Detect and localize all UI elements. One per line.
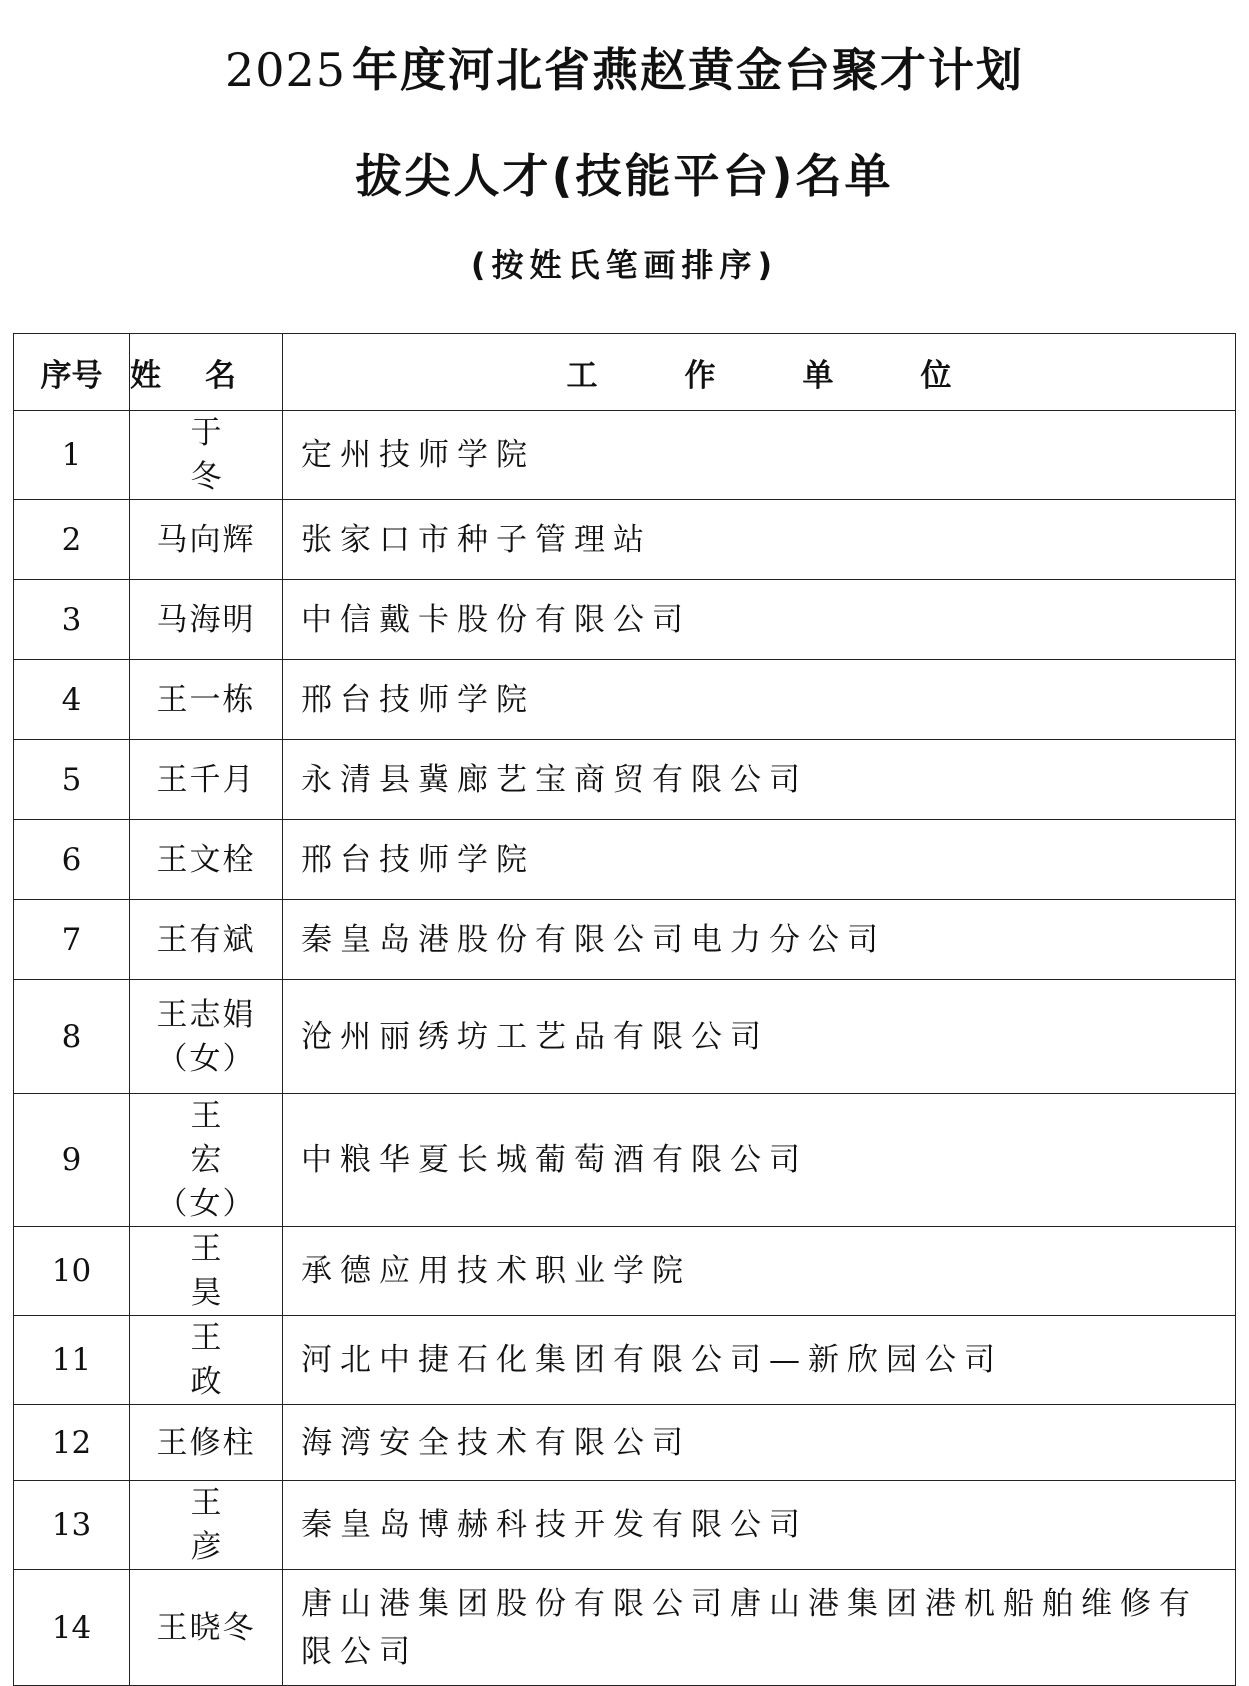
row-number: 2	[14, 500, 130, 580]
row-work-unit: 海湾安全技术有限公司	[283, 1405, 1236, 1481]
row-name-cell	[130, 1570, 283, 1686]
row-work-unit: 中信戴卡股份有限公司	[283, 580, 1236, 660]
table-row	[14, 900, 1236, 980]
table-row	[14, 740, 1236, 820]
table-header-row	[14, 334, 1236, 411]
table-row	[14, 580, 1236, 660]
row-name-cell	[130, 980, 283, 1094]
row-work-unit: 中粮华夏长城葡萄酒有限公司	[283, 1094, 1236, 1227]
row-number: 1	[14, 411, 130, 500]
person-name: 王政	[190, 1320, 268, 1400]
row-number: 13	[14, 1481, 130, 1570]
row-name-cell	[130, 820, 283, 900]
person-name: 王千月	[156, 761, 256, 798]
gender-note: （女）	[156, 1186, 256, 1222]
row-work-unit: 定州技师学院	[283, 411, 1236, 500]
row-work-unit: 邢台技师学院	[283, 660, 1236, 740]
header-unit-char-2: 作	[684, 357, 716, 394]
row-work-unit: 承德应用技术职业学院	[283, 1227, 1236, 1316]
header-unit-char-1: 工	[566, 357, 598, 394]
person-name: 王志娟	[156, 996, 256, 1033]
header-unit-char-4: 位	[920, 357, 952, 394]
person-name: 马海明	[156, 601, 256, 638]
row-number: 7	[14, 900, 130, 980]
row-work-unit: 张家口市种子管理站	[283, 500, 1236, 580]
row-work-unit: 邢台技师学院	[283, 820, 1236, 900]
row-name-cell	[130, 660, 283, 740]
row-number: 11	[14, 1316, 130, 1405]
title-text-1: 年度河北省燕赵黄金台聚才计划	[352, 43, 1025, 97]
row-work-unit: 秦皇岛港股份有限公司电力分公司	[283, 900, 1236, 980]
person-name: 王晓冬	[156, 1609, 256, 1646]
row-name-cell	[130, 1094, 283, 1227]
header-name-char-1: 姓	[130, 357, 161, 394]
row-number: 5	[14, 740, 130, 820]
table-row	[14, 1405, 1236, 1481]
row-number: 6	[14, 820, 130, 900]
table-row	[14, 1481, 1236, 1570]
row-number: 14	[14, 1570, 130, 1686]
person-name: 王有斌	[156, 921, 256, 958]
row-name-cell	[130, 1405, 283, 1481]
row-number: 12	[14, 1405, 130, 1481]
table-row	[14, 411, 1236, 500]
row-number: 3	[14, 580, 130, 660]
document-subtitle: (按姓氏笔画排序)	[470, 246, 779, 284]
row-name-cell	[130, 580, 283, 660]
row-name-cell	[130, 900, 283, 980]
person-name: 王一栋	[156, 681, 256, 718]
table-row	[14, 660, 1236, 740]
row-name-cell	[130, 1481, 283, 1570]
table-row	[14, 980, 1236, 1094]
person-name: 马向辉	[156, 521, 256, 558]
table-row	[14, 1570, 1236, 1686]
row-name-cell	[130, 411, 283, 500]
row-name-cell	[130, 500, 283, 580]
table-row	[14, 1094, 1236, 1227]
talent-list-table	[13, 333, 1236, 1686]
row-number: 8	[14, 980, 130, 1094]
row-name-cell	[130, 1227, 283, 1316]
header-unit-char-3: 单	[802, 357, 834, 394]
person-name: 王宏	[190, 1098, 268, 1178]
table-row	[14, 500, 1236, 580]
person-name: 王昊	[190, 1231, 268, 1311]
title-year: 2025	[224, 43, 347, 97]
row-number: 9	[14, 1094, 130, 1227]
document-title-line-1	[0, 40, 1249, 100]
row-number: 10	[14, 1227, 130, 1316]
row-name-cell	[130, 1316, 283, 1405]
row-name-cell	[130, 740, 283, 820]
header-name	[130, 334, 283, 411]
table-row	[14, 820, 1236, 900]
person-name: 王修柱	[156, 1424, 256, 1461]
header-number: 序号	[14, 334, 130, 411]
document-title-line-2: 拔尖人才(技能平台)名单	[355, 149, 894, 203]
header-work-unit	[283, 334, 1236, 411]
person-name: 王彦	[190, 1485, 268, 1565]
row-work-unit: 唐山港集团股份有限公司唐山港集团港机船舶维修有限公司	[283, 1570, 1236, 1686]
person-name: 于冬	[190, 415, 268, 495]
gender-note: （女）	[156, 1040, 256, 1077]
row-work-unit: 永清县冀廊艺宝商贸有限公司	[283, 740, 1236, 820]
table-row	[14, 1227, 1236, 1316]
row-work-unit: 沧州丽绣坊工艺品有限公司	[283, 980, 1236, 1094]
header-name-char-2: 名	[205, 357, 236, 394]
row-work-unit: 河北中捷石化集团有限公司—新欣园公司	[283, 1316, 1236, 1405]
person-name: 王文栓	[156, 841, 256, 878]
table-row	[14, 1316, 1236, 1405]
row-work-unit: 秦皇岛博赫科技开发有限公司	[283, 1481, 1236, 1570]
row-number: 4	[14, 660, 130, 740]
